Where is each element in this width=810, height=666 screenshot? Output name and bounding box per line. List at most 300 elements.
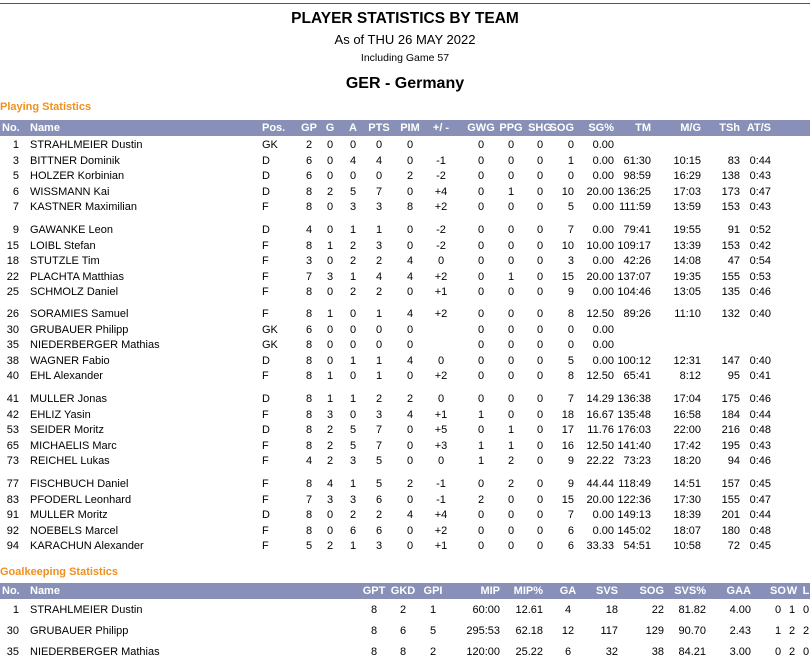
cell-tsh: 95: [727, 370, 740, 382]
header-ga: GA: [559, 585, 577, 597]
cell-sog: 38: [651, 646, 664, 658]
cell-name: FISCHBUCH Daniel: [30, 478, 129, 490]
table-row: [0, 369, 810, 384]
cell-name: SEIDER Moritz: [30, 424, 104, 436]
cell-shg: 0: [536, 524, 544, 537]
cell-tm: 73:23: [623, 455, 651, 467]
cell-gp: 7: [305, 270, 313, 283]
table-row: [0, 138, 810, 153]
cell-tsh: 184: [721, 408, 740, 421]
cell-m-g: 18:39: [673, 509, 701, 521]
cell-pos: F: [262, 239, 269, 252]
cell-shg: 0: [536, 323, 544, 336]
cell-shg: 0: [536, 270, 544, 283]
cell-a: 4: [349, 154, 357, 167]
cell-g: 0: [326, 139, 334, 151]
cell-col: +3: [434, 439, 448, 452]
cell-a: 2: [349, 255, 357, 267]
cell-m-g: 16:58: [673, 408, 701, 421]
cell-g: 2: [326, 439, 334, 452]
cell-gp: 7: [305, 493, 313, 506]
cell-at-s: 0:42: [749, 239, 771, 252]
cell-sog: 6: [567, 540, 574, 552]
table-row: [0, 508, 810, 523]
cell-sg: 12.50: [586, 370, 614, 382]
cell-tsh: 91: [727, 224, 740, 236]
cell-gp: 8: [305, 478, 313, 490]
cell-gwg: 0: [477, 393, 485, 405]
cell-ppg: 0: [507, 393, 515, 405]
cell-sog: 5: [567, 354, 574, 367]
cell-pts: 6: [375, 493, 383, 506]
cell-sog: 10: [561, 185, 574, 198]
table-row: [0, 645, 810, 660]
cell-sg: 0.00: [592, 339, 614, 351]
cell-ga: 12: [561, 625, 575, 637]
cell-g: 4: [326, 478, 334, 490]
cell-pim: 0: [406, 239, 414, 252]
cell-name: NIEDERBERGER Mathias: [30, 339, 160, 351]
cell-gwg: 0: [477, 424, 485, 436]
cell-g: 1: [326, 393, 334, 405]
cell-gwg: 2: [477, 493, 485, 506]
cell-gp: 8: [305, 509, 313, 521]
header-tsh: TSh: [719, 122, 740, 134]
cell-sog: 8: [567, 308, 574, 320]
cell-gp: 5: [305, 540, 313, 552]
cell-m-g: 13:59: [673, 201, 701, 213]
cell-shg: 0: [536, 393, 544, 405]
cell-sg: 0.00: [592, 139, 614, 151]
cell-no: 5: [12, 170, 19, 182]
cell-gp: 8: [305, 524, 313, 537]
header-sg: SG%: [588, 122, 614, 134]
cell-no: 65: [6, 439, 19, 452]
cell-gpi: 1: [429, 604, 437, 616]
cell-name: STRAHLMEIER Dustin: [30, 139, 143, 151]
cell-no: 18: [6, 255, 19, 267]
cell-m-g: 13:05: [673, 286, 701, 298]
cell-a: 0: [349, 339, 357, 351]
table-row: [0, 524, 810, 539]
cell-pos: F: [262, 370, 269, 382]
cell-m-g: 10:15: [673, 154, 701, 167]
cell-gwg: 0: [477, 170, 485, 182]
cell-ppg: 2: [507, 478, 515, 490]
cell-pos: D: [262, 185, 270, 198]
cell-name: EHLIZ Yasin: [30, 408, 91, 421]
cell-sg: 12.50: [586, 308, 614, 320]
cell-name: KARACHUN Alexander: [30, 540, 144, 552]
cell-tsh: 94: [727, 455, 740, 467]
cell-a: 2: [349, 286, 357, 298]
cell-tm: 54:51: [623, 540, 651, 552]
cell-gwg: 0: [477, 286, 485, 298]
cell-sg: 33.33: [586, 540, 614, 552]
header-no: No.: [2, 122, 20, 134]
cell-sog: 1: [567, 154, 574, 167]
cell-ppg: 0: [507, 139, 515, 151]
header-sog: SOG: [639, 585, 664, 597]
cell-l: 0: [802, 604, 810, 616]
cell-gp: 4: [305, 224, 313, 236]
cell-mip: 12.61: [515, 604, 543, 616]
cell-name: MULLER Jonas: [30, 393, 108, 405]
header-m-g: M/G: [680, 122, 701, 134]
header-ppg: PPG: [499, 122, 523, 134]
cell-g: 2: [326, 540, 334, 552]
cell-sog: 8: [567, 370, 574, 382]
cell-pts: 2: [375, 255, 383, 267]
cell-no: 9: [12, 224, 19, 236]
cell-tsh: 157: [721, 478, 740, 490]
cell-name: LOIBL Stefan: [30, 239, 96, 252]
cell-pim: 0: [406, 139, 414, 151]
cell-gwg: 0: [477, 239, 485, 252]
cell-l: 2: [802, 625, 810, 637]
cell-gp: 3: [305, 255, 313, 267]
cell-at-s: 0:45: [749, 540, 771, 552]
cell-col: +2: [434, 201, 448, 213]
cell-no: 42: [6, 408, 19, 421]
cell-no: 73: [6, 455, 19, 467]
cell-a: 5: [349, 424, 357, 436]
cell-sg: 20.00: [586, 270, 614, 283]
cell-m-g: 18:07: [673, 524, 701, 537]
cell-sog: 18: [561, 408, 574, 421]
cell-tm: 104:46: [617, 286, 651, 298]
header-g: G: [325, 122, 335, 134]
cell-pos: F: [262, 286, 269, 298]
cell-pos: GK: [262, 139, 278, 151]
cell-ppg: 1: [507, 270, 515, 283]
cell-so: 0: [774, 646, 782, 658]
cell-no: 91: [6, 509, 19, 521]
header-pim: PIM: [400, 122, 420, 134]
cell-at-s: 0:43: [749, 201, 771, 213]
cell-gpi: 2: [429, 646, 437, 658]
cell-ppg: 0: [507, 286, 515, 298]
cell-m-g: 19:35: [673, 270, 701, 283]
cell-m-g: 17:04: [673, 393, 701, 405]
cell-ppg: 1: [507, 185, 515, 198]
cell-pts: 1: [375, 354, 383, 367]
header-name: Name: [30, 122, 60, 134]
cell-ga: 6: [564, 646, 572, 658]
cell-col: -1: [436, 493, 446, 506]
cell-ppg: 0: [507, 524, 515, 537]
cell-a: 5: [349, 439, 357, 452]
cell-col: +2: [434, 270, 448, 283]
cell-gwg: 0: [477, 339, 485, 351]
cell-so: 1: [774, 625, 782, 637]
cell-a: 5: [349, 185, 357, 198]
cell-g: 0: [326, 354, 334, 367]
cell-gwg: 0: [477, 354, 485, 367]
cell-pim: 4: [406, 255, 414, 267]
cell-pos: F: [262, 540, 269, 552]
cell-tsh: 72: [727, 540, 740, 552]
table-row: [0, 307, 810, 322]
team-name: GER - Germany: [345, 75, 465, 92]
cell-w: 1: [788, 604, 796, 616]
cell-tsh: 155: [721, 270, 740, 283]
playing-header-row: [0, 120, 810, 136]
cell-col: -2: [436, 224, 446, 236]
cell-shg: 0: [536, 354, 544, 367]
cell-a: 1: [349, 270, 357, 283]
cell-gwg: 1: [477, 408, 485, 421]
cell-pos: D: [262, 224, 270, 236]
cell-no: 30: [6, 323, 19, 336]
cell-gp: 8: [305, 201, 313, 213]
cell-pts: 3: [375, 239, 383, 252]
cell-a: 1: [349, 224, 357, 236]
header-tm: TM: [635, 122, 651, 134]
cell-at-s: 0:48: [749, 524, 771, 537]
header-l: L: [802, 585, 810, 597]
cell-no: 38: [6, 354, 19, 367]
cell-sg: 0.00: [592, 255, 614, 267]
cell-at-s: 0:40: [749, 308, 771, 320]
cell-at-s: 0:44: [749, 408, 771, 421]
cell-g: 0: [326, 170, 334, 182]
cell-col: +1: [434, 540, 448, 552]
cell-name: SORAMIES Samuel: [30, 308, 129, 320]
cell-gaa: 3.00: [729, 646, 751, 658]
cell-tsh: 47: [727, 255, 740, 267]
cell-gaa: 4.00: [729, 604, 751, 616]
cell-sog: 15: [561, 493, 574, 506]
cell-ppg: 0: [507, 370, 515, 382]
cell-tm: 100:12: [617, 354, 651, 367]
table-row: [0, 624, 810, 639]
cell-sg: 10.00: [586, 239, 614, 252]
cell-sg: 44.44: [586, 478, 614, 490]
cell-pts: 3: [375, 408, 383, 421]
cell-shg: 0: [536, 154, 544, 167]
header-name: Name: [30, 585, 60, 597]
cell-gwg: 1: [477, 455, 485, 467]
cell-tm: 135:48: [617, 408, 651, 421]
cell-no: 77: [6, 478, 19, 490]
cell-gwg: 0: [477, 255, 485, 267]
cell-pim: 0: [406, 224, 414, 236]
cell-shg: 0: [536, 509, 544, 521]
cell-col: +2: [434, 524, 448, 537]
cell-tsh: 155: [721, 493, 740, 506]
cell-a: 0: [349, 139, 357, 151]
header-w: W: [786, 585, 798, 597]
cell-svs: 81.82: [678, 604, 706, 616]
cell-shg: 0: [536, 408, 544, 421]
cell-pim: 0: [406, 524, 414, 537]
cell-pts: 5: [375, 455, 383, 467]
cell-tsh: 83: [727, 154, 740, 167]
table-row: [0, 200, 810, 215]
header-pos: Pos.: [262, 122, 286, 134]
cell-gp: 8: [305, 354, 313, 367]
cell-no: 30: [6, 625, 19, 637]
cell-sog: 22: [651, 604, 664, 616]
cell-m-g: 13:39: [673, 239, 701, 252]
cell-pos: F: [262, 493, 269, 506]
cell-m-g: 11:10: [674, 308, 701, 320]
cell-m-g: 22:00: [673, 424, 701, 436]
header-shg: SHG: [528, 122, 552, 134]
cell-at-s: 0:45: [749, 478, 771, 490]
cell-col: -2: [436, 239, 446, 252]
cell-sg: 0.00: [592, 170, 614, 182]
cell-pim: 2: [406, 393, 414, 405]
cell-at-s: 0:48: [749, 424, 771, 436]
cell-shg: 0: [536, 478, 544, 490]
cell-name: WAGNER Fabio: [30, 354, 110, 367]
cell-mip: 60:00: [472, 604, 500, 616]
cell-no: 26: [6, 308, 19, 320]
cell-at-s: 0:46: [749, 286, 771, 298]
cell-sog: 7: [567, 224, 574, 236]
cell-sg: 0.00: [592, 354, 614, 367]
cell-pts: 7: [375, 439, 383, 452]
cell-sog: 10: [561, 239, 574, 252]
cell-gwg: 0: [477, 154, 485, 167]
table-row: [0, 285, 810, 300]
cell-mip: 25.22: [515, 646, 543, 658]
cell-sg: 12.50: [586, 439, 614, 452]
cell-tm: 136:38: [617, 393, 651, 405]
cell-no: 6: [12, 185, 19, 198]
cell-sg: 0.00: [592, 323, 614, 336]
cell-m-g: 19:55: [673, 224, 701, 236]
table-row: [0, 493, 810, 508]
cell-no: 1: [12, 604, 19, 616]
cell-g: 0: [326, 339, 334, 351]
cell-name: BITTNER Dominik: [30, 154, 120, 167]
cell-pts: 7: [375, 185, 383, 198]
cell-ppg: 0: [507, 224, 515, 236]
cell-g: 1: [326, 308, 334, 320]
cell-tm: 145:02: [617, 524, 651, 537]
cell-ppg: 0: [507, 509, 515, 521]
cell-tm: 118:49: [618, 478, 651, 490]
cell-tm: 176:03: [617, 424, 651, 436]
cell-pts: 6: [375, 524, 383, 537]
cell-gp: 6: [305, 154, 313, 167]
cell-col: +5: [434, 424, 448, 436]
cell-gwg: 0: [477, 308, 485, 320]
cell-pts: 1: [375, 370, 383, 382]
cell-sg: 16.67: [586, 408, 614, 421]
cell-shg: 0: [536, 540, 544, 552]
cell-at-s: 0:43: [749, 439, 771, 452]
cell-gp: 8: [305, 408, 313, 421]
cell-pim: 0: [406, 339, 414, 351]
table-row: [0, 270, 810, 285]
cell-tsh: 180: [721, 524, 740, 537]
cell-name: EHL Alexander: [30, 370, 103, 382]
cell-m-g: 10:58: [673, 540, 701, 552]
cell-tsh: 132: [721, 308, 740, 320]
cell-ppg: 0: [507, 408, 515, 421]
cell-tm: 79:41: [623, 224, 651, 236]
cell-m-g: 14:51: [673, 478, 701, 490]
header-svs: SVS%: [674, 585, 706, 597]
cell-at-s: 0:54: [749, 255, 771, 267]
cell-sog: 5: [567, 201, 574, 213]
cell-pts: 2: [375, 393, 383, 405]
cell-pos: D: [262, 170, 270, 182]
cell-sog: 0: [567, 323, 574, 336]
cell-g: 0: [326, 509, 334, 521]
cell-pim: 0: [406, 323, 414, 336]
cell-pts: 4: [375, 154, 383, 167]
cell-pim: 4: [406, 408, 414, 421]
table-row: [0, 454, 810, 469]
cell-col: 0: [437, 455, 445, 467]
cell-pts: 0: [375, 139, 383, 151]
cell-sg: 0.00: [592, 154, 614, 167]
cell-g: 1: [326, 370, 334, 382]
header-gp: GP: [301, 122, 317, 134]
header-at-s: AT/S: [746, 122, 771, 134]
cell-sog: 0: [567, 139, 574, 151]
cell-g: 2: [326, 185, 334, 198]
cell-tsh: 173: [721, 185, 740, 198]
cell-tm: 89:26: [623, 308, 651, 320]
cell-name: KASTNER Maximilian: [30, 201, 137, 213]
cell-gwg: 0: [477, 201, 485, 213]
cell-tsh: 195: [721, 439, 740, 452]
report-date: As of THU 26 MAY 2022: [334, 32, 476, 47]
cell-g: 3: [326, 408, 334, 421]
cell-name: SCHMOLZ Daniel: [30, 286, 119, 298]
cell-ppg: 2: [507, 455, 515, 467]
cell-shg: 0: [536, 255, 544, 267]
cell-pim: 0: [406, 493, 414, 506]
cell-no: 92: [6, 524, 19, 537]
cell-no: 1: [12, 139, 19, 151]
cell-col: +2: [434, 308, 448, 320]
cell-tsh: 175: [721, 393, 740, 405]
cell-gwg: 0: [477, 478, 485, 490]
cell-gp: 8: [305, 185, 313, 198]
cell-name: NIEDERBERGER Mathias: [30, 646, 160, 658]
cell-g: 0: [326, 524, 334, 537]
cell-ppg: 0: [507, 201, 515, 213]
cell-shg: 0: [536, 139, 544, 151]
cell-pim: 0: [406, 370, 414, 382]
cell-shg: 0: [536, 201, 544, 213]
cell-a: 3: [349, 455, 357, 467]
cell-shg: 0: [536, 455, 544, 467]
cell-name: MULLER Moritz: [30, 509, 108, 521]
cell-a: 0: [349, 170, 357, 182]
cell-col: +4: [434, 509, 448, 521]
table-row: [0, 439, 810, 454]
cell-col: +1: [434, 286, 448, 298]
cell-pos: F: [262, 478, 269, 490]
cell-pim: 0: [406, 185, 414, 198]
cell-col: 0: [437, 354, 445, 367]
cell-sg: 14.29: [586, 393, 614, 405]
cell-tsh: 216: [721, 424, 740, 436]
cell-tm: 61:30: [623, 154, 651, 167]
header-gkd: GKD: [390, 585, 416, 597]
header-mip: MIP%: [513, 585, 543, 597]
cell-ppg: 0: [507, 493, 515, 506]
cell-pim: 4: [406, 354, 414, 367]
